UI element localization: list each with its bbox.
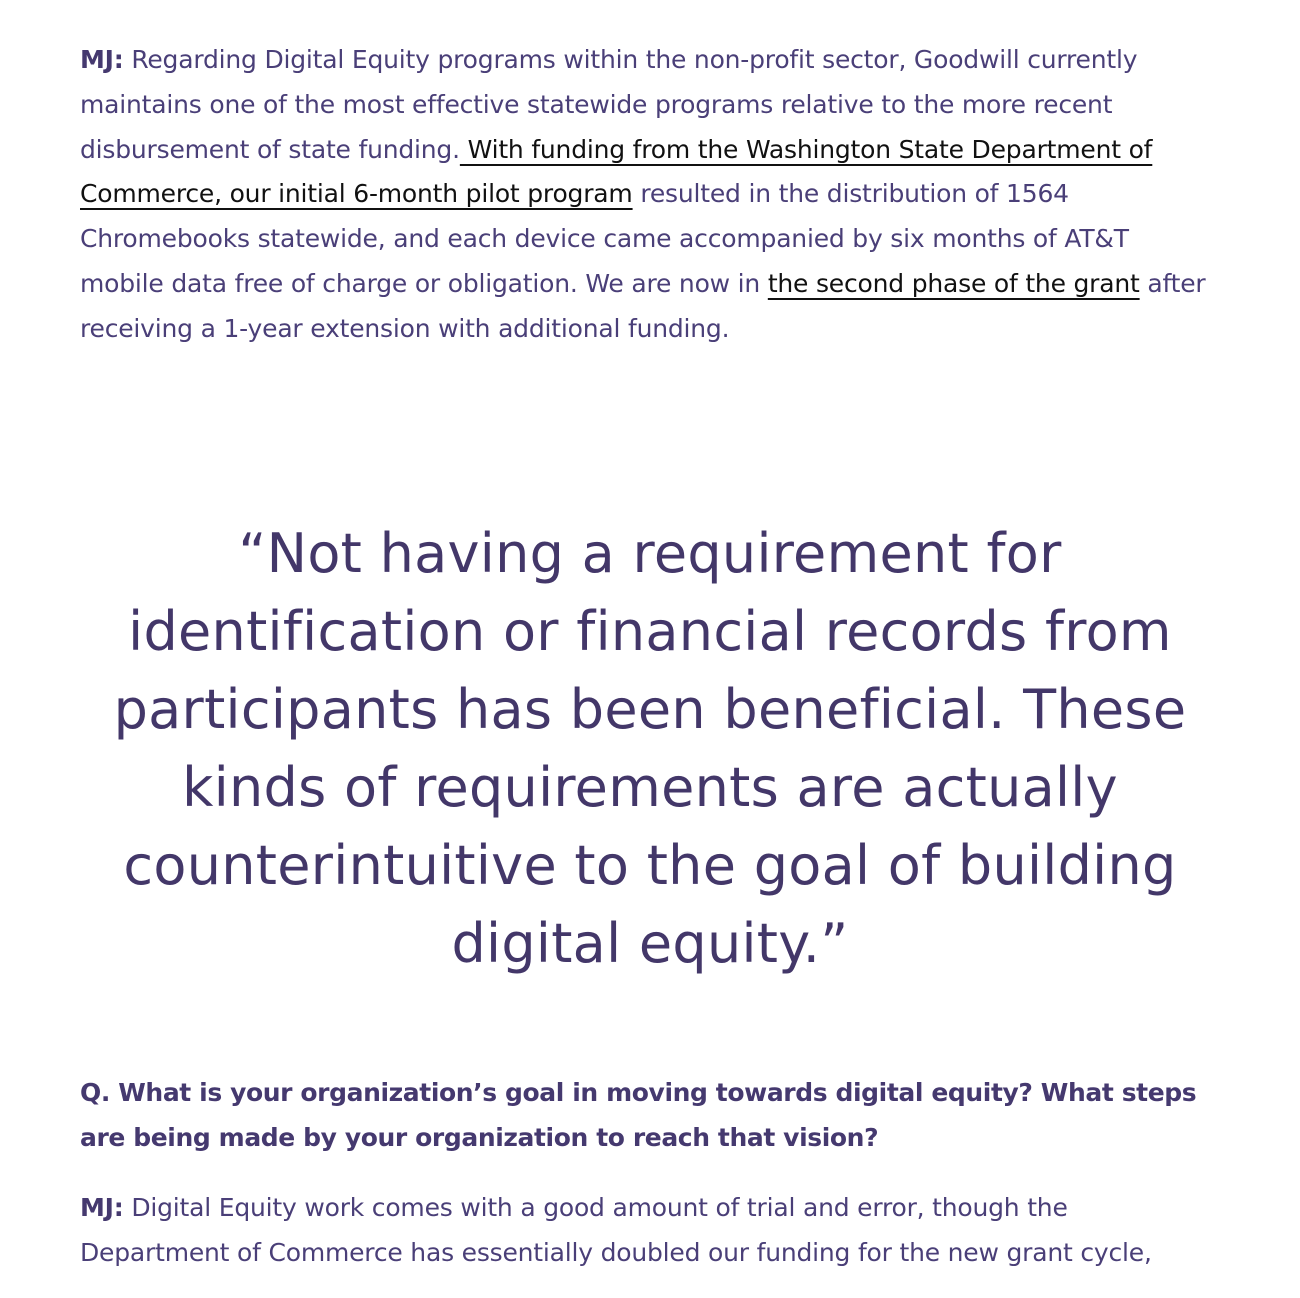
pilot-program-link[interactable]: With funding from the Washington State Department of Commerce, our initial 6-month pilot program xyxy=(80,134,1153,209)
answer-text: resulted in the distribution of 1564 Chromebooks statewide, and each device came accompanied by six months of AT&T mobile data free of charge or obligation. We are now in xyxy=(80,179,1129,298)
answer-paragraph xyxy=(80,38,1220,352)
interview-question: Q. What is your organization’s goal in moving towards digital equity? What steps are being made by your organization to reach that vision? xyxy=(80,1078,1197,1152)
interview-answer-2 xyxy=(80,1186,1220,1276)
answer-paragraph xyxy=(80,1186,1220,1276)
speaker-label: MJ: xyxy=(80,45,124,74)
answer-text: Regarding Digital Equity programs within the non-profit sector, Goodwill currently maintains one of the most effective statewide programs relative to the more recent disbursement of state funding. xyxy=(80,45,1138,164)
speaker-label: MJ: xyxy=(80,1193,124,1222)
answer-text: Digital Equity work comes with a good amount of trial and error, though the Department of Commerce has essentially doubled our funding for the new grant cycle, xyxy=(80,1193,1152,1267)
interview-answer-1 xyxy=(80,38,1220,352)
answer-text: after receiving a 1-year extension with additional funding. xyxy=(80,268,1206,343)
second-phase-link[interactable]: the second phase of the grant xyxy=(767,268,1140,298)
pull-quote: “Not having a requirement for identification or financial records from participants has been beneficial. These kinds of requirements are actually counterintuitive to the goal of building digital equity.” xyxy=(113,522,1187,975)
